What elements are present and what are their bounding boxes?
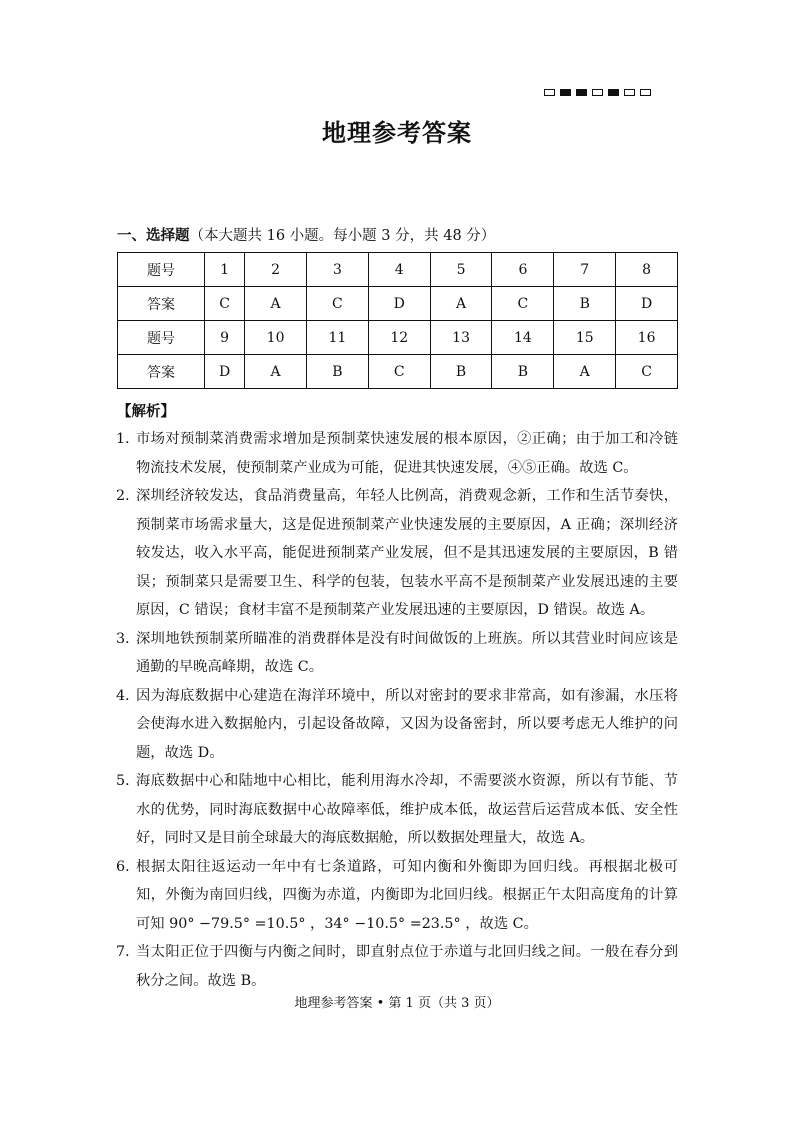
table-cell: 2 <box>245 253 307 287</box>
analysis-item-text: 当太阳正位于四衡与内衡之间时，即直射点位于赤道与北回归线之间。一般在春分到秋分之间。故选 B。 <box>136 944 678 989</box>
row-label: 答案 <box>118 355 205 389</box>
analysis-item-number: 4． <box>116 687 140 704</box>
analysis-item-text: 根据太阳往返运动一年中有七条道路，可知内衡和外衡即为回归线。再根据北极可知，外衡为南回归线，四衡为赤道，内衡即为北回归线。根据正午太阳高度角的计算可知 90° −79.5° =10.5° ，34° −10.5° =23.5° ，故选 C。 <box>136 858 678 932</box>
table-cell: A <box>245 287 307 321</box>
table-cell: 14 <box>492 321 554 355</box>
analysis-item-number: 5． <box>116 773 140 789</box>
table-cell: 11 <box>307 321 369 355</box>
table-cell: A <box>430 287 492 321</box>
table-cell: 9 <box>205 321 245 355</box>
table-cell: 15 <box>554 321 616 355</box>
analysis-item <box>116 625 678 682</box>
id-mark-empty <box>592 89 603 96</box>
analysis-item-number: 3． <box>116 630 140 647</box>
analysis-item <box>116 425 678 482</box>
table-cell: A <box>245 355 307 389</box>
table-cell: 1 <box>205 253 245 287</box>
table-cell: 16 <box>616 321 678 355</box>
table-cell: C <box>307 287 369 321</box>
table-row <box>118 321 678 355</box>
table-row <box>118 253 678 287</box>
table-cell: B <box>307 355 369 389</box>
table-cell: 7 <box>554 253 616 287</box>
table-cell: 12 <box>368 321 430 355</box>
analysis-item-text: 因为海底数据中心建造在海洋环境中，所以对密封的要求非常高，如有渗漏，水压将会使海水进入数据舱内，引起设备故障，又因为设备密封，所以要考虑无人维护的问题，故选 D。 <box>136 687 678 761</box>
table-cell: 13 <box>430 321 492 355</box>
id-mark-filled <box>608 89 619 96</box>
analysis-list <box>116 425 678 995</box>
table-cell: C <box>368 355 430 389</box>
table-cell: C <box>616 355 678 389</box>
section-heading-label: 一、选择题 <box>117 227 190 244</box>
page-title: 地理参考答案 <box>322 118 472 147</box>
section-heading <box>117 224 495 245</box>
row-label: 题号 <box>118 253 205 287</box>
analysis-item <box>116 482 678 625</box>
table-cell: 8 <box>616 253 678 287</box>
table-row <box>118 355 678 389</box>
table-cell: C <box>205 287 245 321</box>
id-mark-filled <box>576 89 587 96</box>
table-cell: B <box>430 355 492 389</box>
table-cell: D <box>616 287 678 321</box>
row-label: 题号 <box>118 321 205 355</box>
analysis-item <box>116 682 678 768</box>
analysis-item-text: 市场对预制菜消费需求增加是预制菜快速发展的根本原因，②正确；由于加工和冷链物流技术发展，使预制菜产业成为可能，促进其快速发展，④⑤正确。故选 C。 <box>136 431 678 476</box>
analysis-item-number: 6． <box>116 858 140 875</box>
analysis-item <box>116 767 678 853</box>
section-heading-note: （本大题共 16 小题。每小题 3 分，共 48 分） <box>189 228 496 244</box>
table-cell: 3 <box>307 253 369 287</box>
analysis-item <box>116 938 678 995</box>
analysis-item-text: 海底数据中心和陆地中心相比，能利用海水冷却，不需要淡水资源，所以有节能、节水的优势，同时海底数据中心故障率低，维护成本低，故运营后运营成本低、安全性好，同时又是目前全球最大的海底数据舱，所以数据处理量大，故选 A。 <box>136 773 678 846</box>
table-cell: A <box>554 355 616 389</box>
row-label: 答案 <box>118 287 205 321</box>
id-mark-empty <box>544 89 555 96</box>
table-cell: B <box>554 287 616 321</box>
table-cell: 5 <box>430 253 492 287</box>
table-row <box>118 287 678 321</box>
id-mark-empty <box>624 89 635 96</box>
table-cell: D <box>368 287 430 321</box>
table-cell: 10 <box>245 321 307 355</box>
analysis-heading: 【解析】 <box>117 403 175 420</box>
analysis-item-number: 7． <box>116 944 140 960</box>
table-cell: 4 <box>368 253 430 287</box>
document-id-marks <box>544 89 651 96</box>
answer-table <box>117 252 678 389</box>
page-footer: 地理参考答案 • 第 1 页（共 3 页） <box>294 996 500 1011</box>
table-cell: C <box>492 287 554 321</box>
analysis-item-text: 深圳经济较发达，食品消费量高，年轻人比例高，消费观念新，工作和生活节奏快，预制菜市场需求量大，这是促进预制菜产业快速发展的主要原因，A 正确；深圳经济较发达，收入水平高，能促进预制菜产业发展，但不是其迅速发展的主要原因，B 错误；预制菜只是需要卫生、科学的包装，包装水平高不是预制菜产业发展迅速的主要原因，C 错误；食材丰富不是预制菜产业发展迅速的主要原因，D 错误。故选 A。 <box>136 488 678 618</box>
id-mark-empty <box>640 89 651 96</box>
id-mark-filled <box>560 89 571 96</box>
analysis-item-number: 1． <box>116 431 140 447</box>
table-cell: 6 <box>492 253 554 287</box>
analysis-item-number: 2． <box>116 488 140 504</box>
table-cell: D <box>205 355 245 389</box>
analysis-item-text: 深圳地铁预制菜所瞄准的消费群体是没有时间做饭的上班族。所以其营业时间应该是通勤的早晚高峰期，故选 C。 <box>136 630 678 675</box>
table-cell: B <box>492 355 554 389</box>
analysis-item <box>116 853 678 939</box>
